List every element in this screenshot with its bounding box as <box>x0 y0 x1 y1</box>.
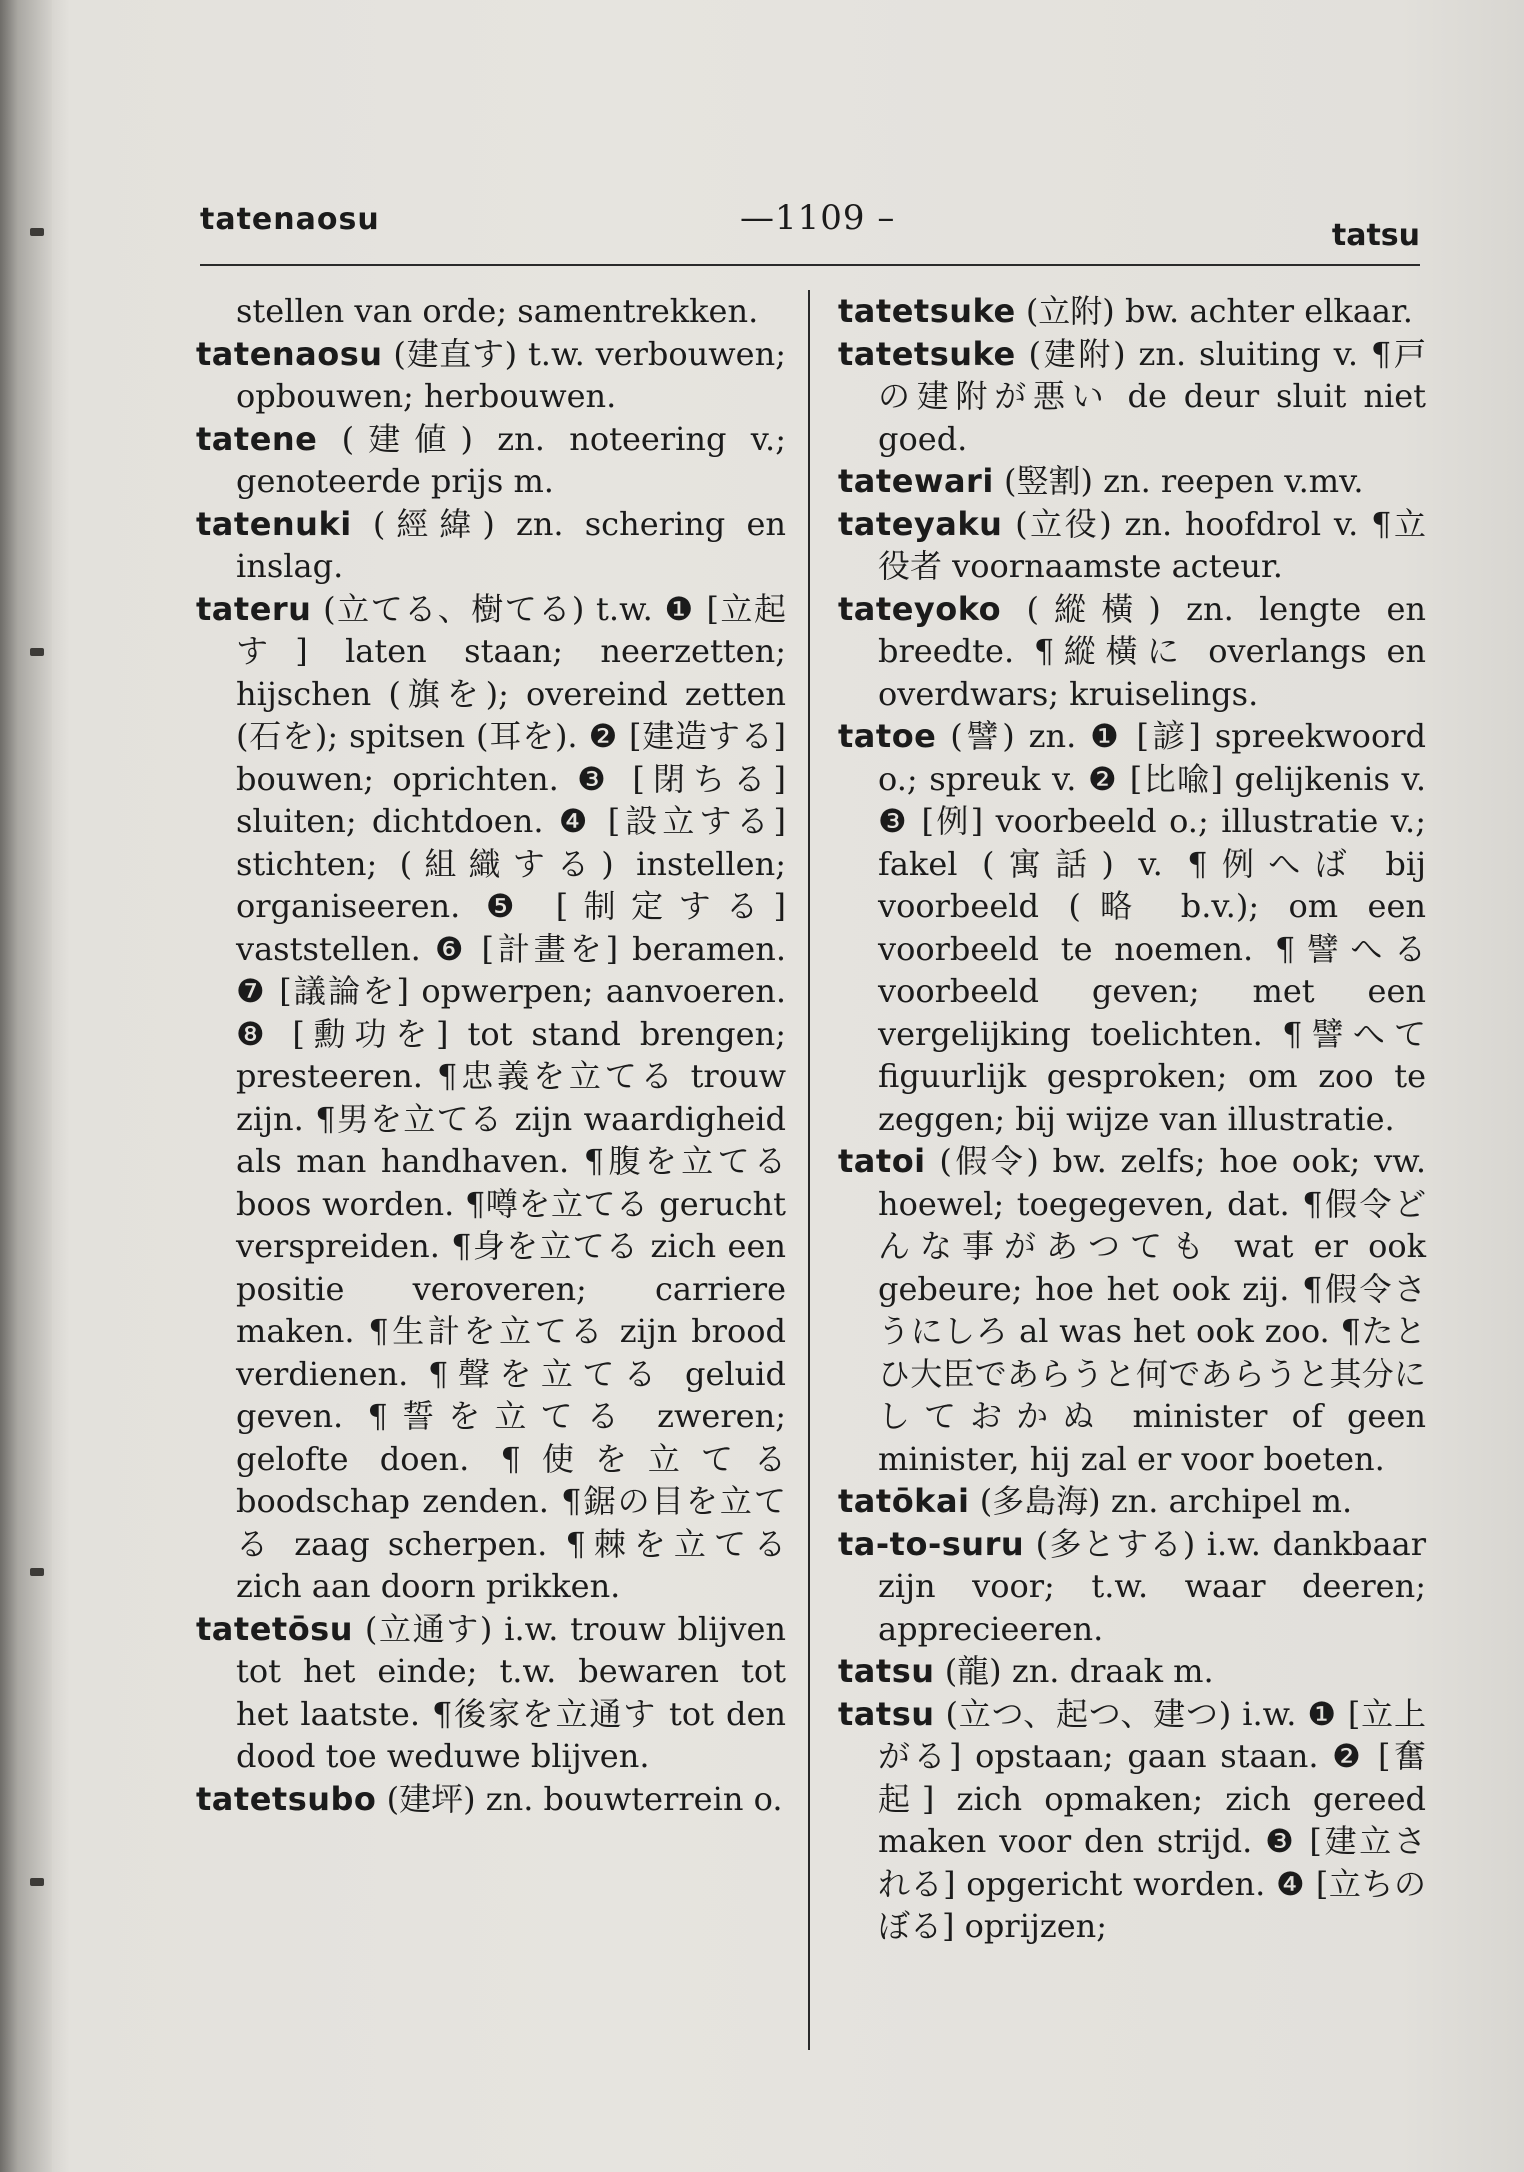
dictionary-entry <box>196 1608 786 1778</box>
entry-headword: tatoe <box>838 717 937 755</box>
entry-headword: tatetsuke <box>838 334 1016 373</box>
entry-definition: (竪割) zn. reepen v.mv. <box>993 462 1364 500</box>
dictionary-entry <box>196 418 786 503</box>
dictionary-entry <box>838 1523 1426 1651</box>
dictionary-entry <box>196 333 786 418</box>
left-column <box>196 290 786 1820</box>
entry-definition: (經緯) zn. schering en inslag. <box>236 504 786 585</box>
dictionary-entry <box>196 1778 786 1821</box>
entry-definition: (立附) bw. achter elkaar. <box>1015 292 1413 330</box>
binding-stitch <box>30 228 44 236</box>
dictionary-entry <box>838 715 1426 1140</box>
entry-headword: tatetōsu <box>196 1609 353 1648</box>
entry-definition: (龍) zn. draak m. <box>934 1652 1214 1690</box>
left-guide-word: tatenaosu <box>200 202 380 237</box>
entry-headword: tatoi <box>838 1142 926 1180</box>
entry-headword: tatetsuke <box>838 292 1016 330</box>
right-column <box>838 290 1426 1948</box>
entry-headword: ta-to-suru <box>838 1524 1025 1563</box>
entry-headword: tatenuki <box>196 504 352 543</box>
page-header <box>200 198 1420 268</box>
book-binding <box>0 0 52 2172</box>
dictionary-entry <box>838 460 1426 503</box>
right-guide-word: tatsu <box>1331 218 1420 253</box>
entry-headword: tatōkai <box>838 1482 970 1520</box>
binding-stitch <box>30 648 44 656</box>
dictionary-entry <box>838 1693 1426 1948</box>
entry-headword: tatenaosu <box>196 334 383 373</box>
entry-headword: tatene <box>196 419 318 458</box>
binding-stitch <box>30 1568 44 1576</box>
dictionary-entry <box>838 588 1426 716</box>
header-rule <box>200 264 1420 266</box>
entry-definition: (多島海) zn. archipel m. <box>969 1482 1353 1520</box>
entry-headword: tateyoko <box>838 589 1002 628</box>
entry-headword: tateyaku <box>838 504 1003 543</box>
column-divider <box>808 290 810 2050</box>
entry-headword: tatetsubo <box>196 1779 377 1818</box>
dictionary-entry <box>838 1140 1426 1480</box>
dictionary-entry <box>196 290 786 333</box>
entry-headword: tatsu <box>838 1694 935 1733</box>
entry-headword: tatewari <box>838 462 994 500</box>
binding-stitch <box>30 1878 44 1886</box>
entry-definition: (立役) zn. hoofdrol v. ¶立役者 voornaamste acteur. <box>878 504 1426 585</box>
entry-definition: stellen van orde; samentrekken. <box>236 292 759 330</box>
entry-headword: tatsu <box>838 1652 935 1690</box>
dictionary-entry <box>838 333 1426 461</box>
entry-definition: (建値) zn. noteering v.; genoteerde prijs m. <box>236 419 786 500</box>
entry-definition: (立通す) i.w. trouw blijven tot het einde; t.w. bewaren tot het laatste. ¶後家を立通す tot den dood toe weduwe blijven. <box>236 1609 786 1775</box>
page-number: —1109 – <box>740 198 896 238</box>
dictionary-entry <box>838 1650 1426 1693</box>
entry-definition: (譬) zn. ❶ [諺] spreekwoord o.; spreuk v. ❷ [比喩] gelijkenis v. ❸ [例] voorbeeld o.; illustratie v.; fakel (寓話) v. ¶例へば bij voorbeeld (略 b.v.); om een voorbeeld te noemen. ¶譬へる voorbeeld geven; met een vergelijking toelichten. ¶譬へて figuurlijk gesproken; om zoo te zeggen; bij wijze van illustratie. <box>878 717 1426 1138</box>
entry-definition: (建附) zn. sluiting v. ¶戸の建附が悪い de deur sluit niet goed. <box>878 334 1426 458</box>
entry-definition: (建直す) t.w. verbouwen; opbouwen; herbouwen. <box>236 334 786 415</box>
dictionary-entry <box>838 503 1426 588</box>
dictionary-entry <box>838 1480 1426 1523</box>
entry-definition: (立つ、起つ、建つ) i.w. ❶ [立上がる] opstaan; gaan staan. ❷ [奮起] zich opmaken; zich gereed maken voor den strijd. ❸ [建立される] opgericht worden. ❹ [立ちのぼる] oprijzen; <box>878 1694 1426 1945</box>
dictionary-entry <box>838 290 1426 333</box>
dictionary-entry <box>196 503 786 588</box>
entry-definition: (縱橫) zn. lengte en breedte. ¶縱橫に overlangs en overdwars; kruiselings. <box>878 589 1426 713</box>
entry-headword: tateru <box>196 589 312 628</box>
entry-definition: (多とする) i.w. dankbaar zijn voor; t.w. waar deeren; apprecieeren. <box>878 1524 1426 1648</box>
entry-definition: (假令) bw. zelfs; hoe ook; vw. hoewel; toegegeven, dat. ¶假令どんな事があつても wat er ook gebeure; hoe het ook zij. ¶假令さうにしろ al was het ook zoo. ¶たとひ大臣であらうと何であらうと其分にしておかぬ minister of geen minister, hij zal er voor boeten. <box>878 1142 1426 1478</box>
dictionary-entry <box>196 588 786 1608</box>
entry-definition: (立てる、樹てる) t.w. ❶ [立起す] laten staan; neerzetten; hijschen (旗を); overeind zetten (石を); spitsen (耳を). ❷ [建造する] bouwen; oprichten. ❸ [閉ちる] sluiten; dichtdoen. ❹ [設立する] stichten; (組織する) instellen; organiseeren. ❺ [制定する] vaststellen. ❻ [計畫を] beramen. ❼ [議論を] opwerpen; aanvoeren. ❽ [勳功を] tot stand brengen; presteeren. ¶忠義を立てる trouw zijn. ¶男を立てる zijn waardigheid als man handhaven. ¶腹を立てる boos worden. ¶噂を立てる gerucht verspreiden. ¶身を立てる zich een positie veroveren; carriere maken. ¶生計を立てる zijn brood verdienen. ¶聲を立てる geluid geven. ¶誓を立てる zweren; gelofte doen. ¶使を立てる boodschap zenden. ¶鋸の目を立てる zaag scherpen. ¶棘を立てる zich aan doorn prikken. <box>236 589 786 1605</box>
entry-definition: (建坪) zn. bouwterrein o. <box>376 1779 783 1818</box>
